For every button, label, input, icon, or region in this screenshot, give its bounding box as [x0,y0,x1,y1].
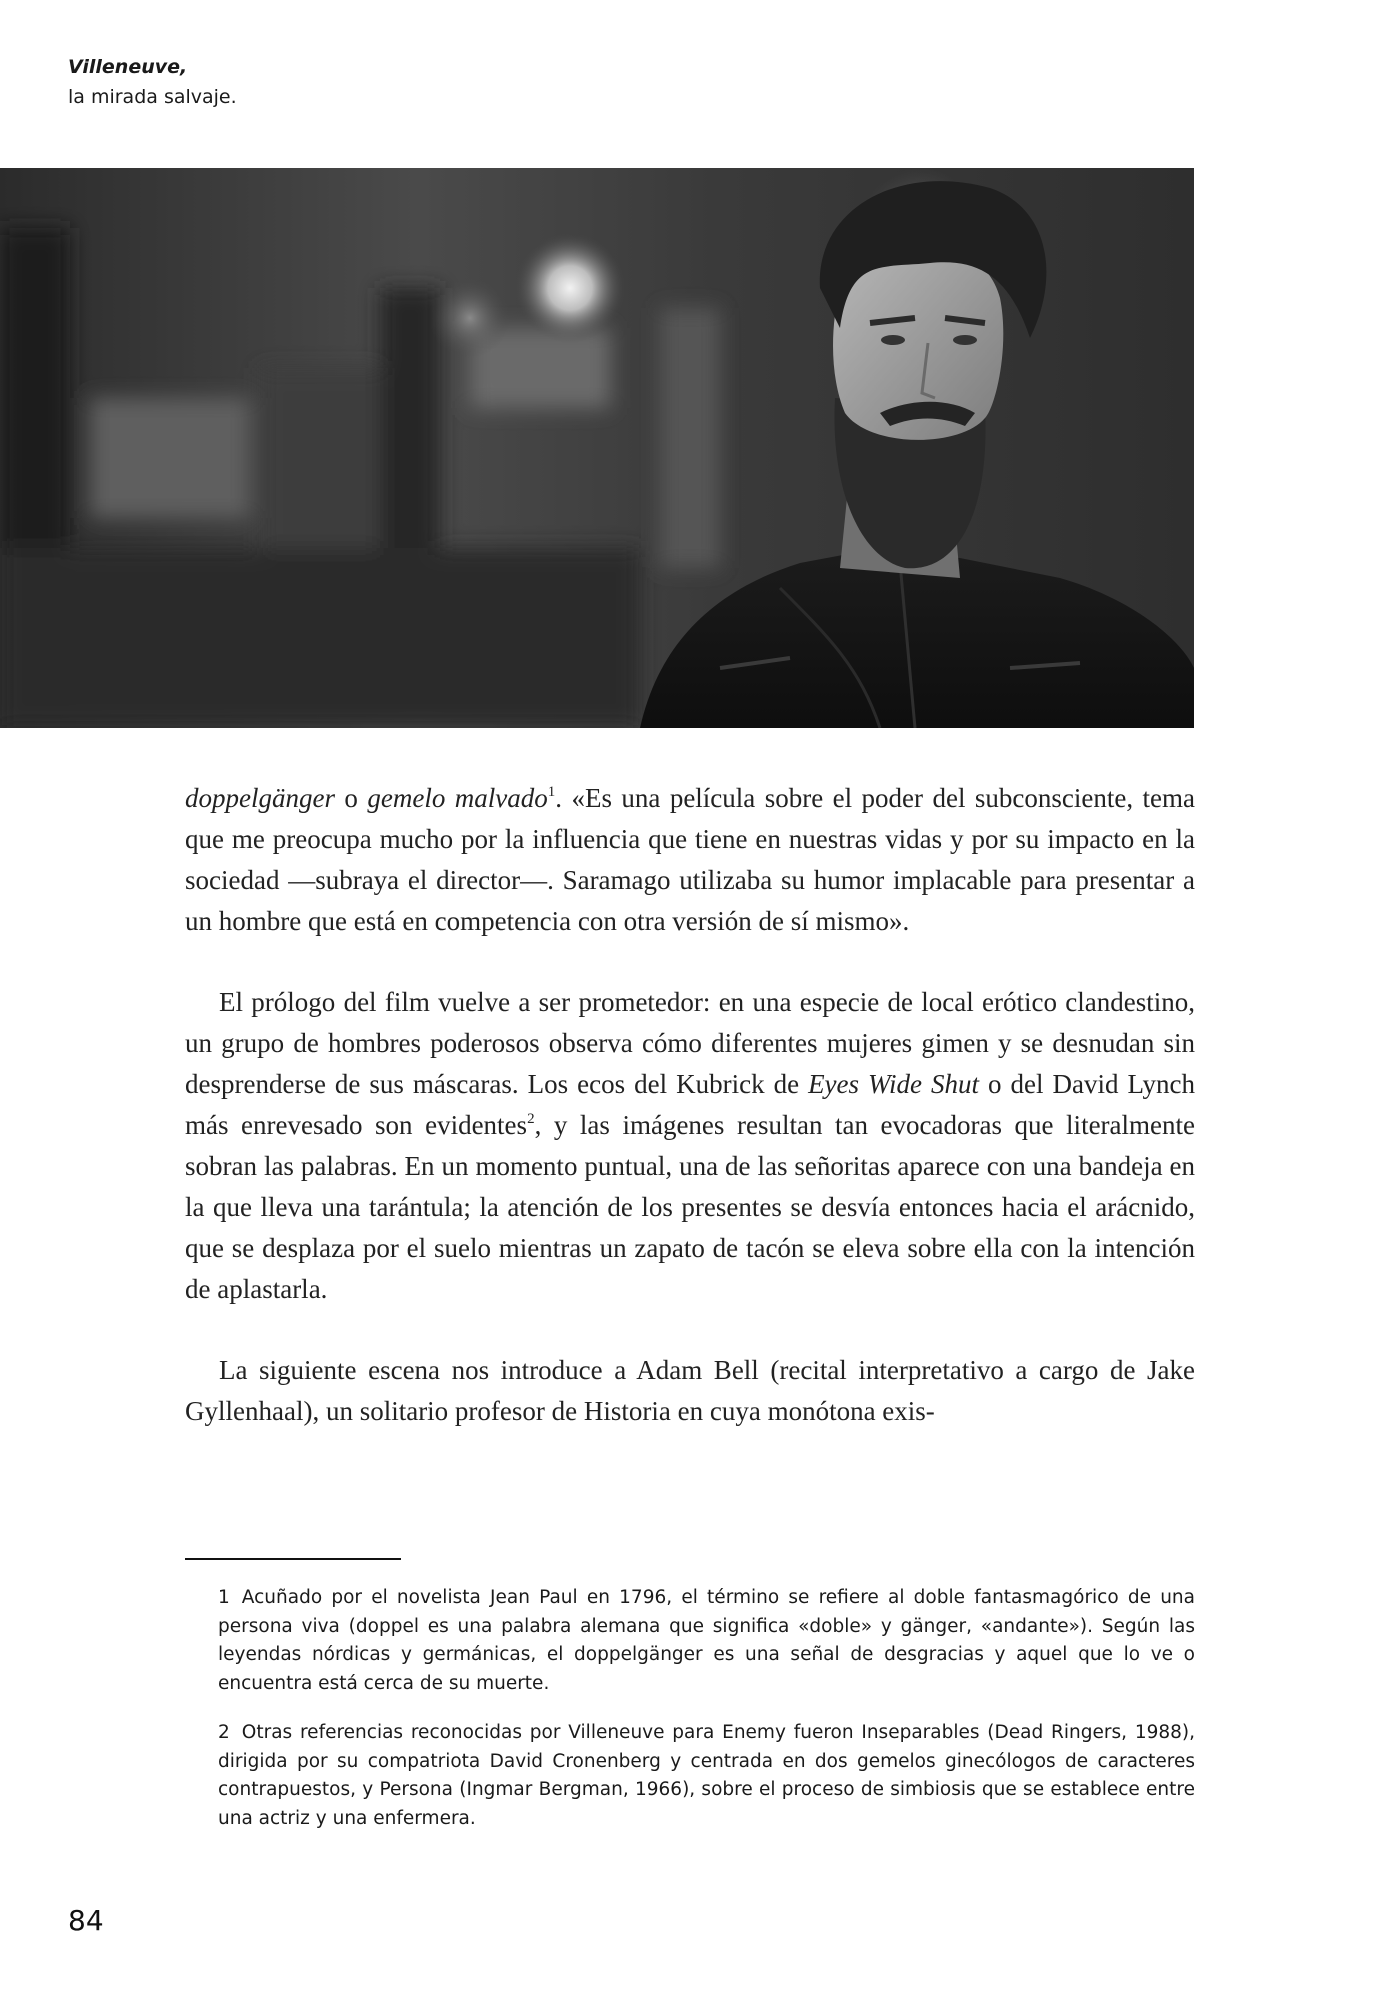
body-text [185,778,1195,1432]
running-head [68,52,237,112]
text-span: . «Es una película sobre el poder del subconsciente, tema que me preocupa mucho por la influencia que tiene en nuestras vidas y por su impacto en la sociedad —subraya el director—. Saramago utilizaba su humor implacable para presentar a un hombre que está en competencia con otra versión de sí mismo». [185,783,1196,936]
footnote-1 [218,1584,1195,1698]
footnote-number: 1 [218,1587,230,1608]
film-still-photo [0,168,1194,728]
text-span: El prólogo del film vuelve a ser prometedor: en una especie de local erótico clandestino, un grupo de hombres poderosos observa cómo diferentes mujeres gimen y se desnudan sin desprenderse de sus máscaras. Los ecos del Kubrick de [185,987,1195,1099]
text-span: La siguiente escena nos introduce a Adam Bell (recital interpretativo a cargo de Jake Gyllenhaal), un solitario profesor de Historia en cuya monótona exis- [185,1355,1195,1426]
footnote-ref-2[interactable]: 2 [527,1111,535,1127]
footnote-text: Otras referencias reconocidas por Villeneuve para Enemy fueron Inseparables (Dead Ringers, 1988), dirigida por su compatriota David Cronenberg y centrada en dos gemelos ginecólogos de caracteres contrapuestos, y Persona (Ingmar Bergman, 1966), sobre el proceso de simbiosis que se establece entre una actriz y una enfermera. [218,1722,1195,1829]
paragraph-3 [185,1350,1195,1432]
text-span: o [334,783,368,813]
footnote-2 [218,1719,1195,1833]
footnote-separator [185,1558,401,1560]
book-title: Villeneuve, [68,56,188,78]
film-title-eyes-wide-shut: Eyes Wide Shut [808,1069,980,1099]
paragraph-1 [185,778,1195,942]
footnote-ref-1[interactable]: 1 [547,784,556,800]
page-number: 84 [68,1904,104,1937]
term-gemelo-malvado: gemelo malvado [367,783,548,813]
footnote-text: Acuñado por el novelista Jean Paul en 1796, el término se refiere al doble fantasmagórico de una persona viva (doppel es una palabra alemana que significa «doble» y gänger, «andante»). Según las leyendas nórdicas y germánicas, el doppelgänger es una señal de desgracias y aquel que lo ve o encuentra está cerca de su muerte. [218,1587,1195,1694]
footnotes [218,1584,1195,1854]
paragraph-2 [185,982,1195,1310]
term-doppelganger: doppelgänger [185,783,335,813]
text-span: , y las imágenes resultan tan evocadoras que literalmente sobran las palabras. En un momento puntual, una de las señoritas aparece con una bandeja en la que lleva una tarántula; la atención de los presentes se desvía entonces hacia el arácnido, que se desplaza por el suelo mientras un zapato de tacón se eleva sobre ella con la intención de aplastarla. [185,1110,1195,1304]
book-subtitle: la mirada salvaje. [68,86,237,108]
text-span: o del David Lynch más enrevesado son evidentes [185,1069,1195,1140]
footnote-number: 2 [218,1722,230,1743]
